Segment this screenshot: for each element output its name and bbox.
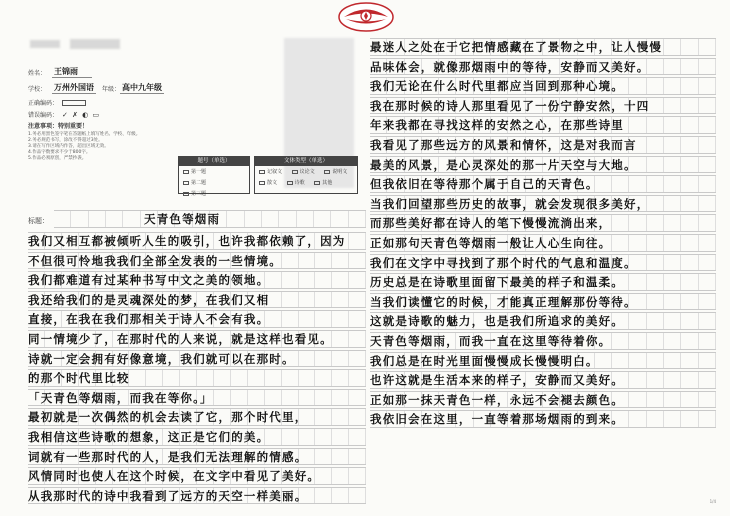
essay-line-row: [370, 234, 716, 252]
essay-line-row: [370, 312, 716, 330]
essay-line: 我们在文字中寻找到了那个时代的气息和温度。: [370, 255, 637, 270]
question-select-panel: [178, 156, 250, 197]
redacted-header: [30, 40, 60, 48]
redacted-header: [70, 39, 120, 49]
title-label: 标题：: [28, 217, 49, 225]
code-wrong-row: [28, 110, 100, 119]
left-page: [14, 36, 366, 506]
code-correct-row: [28, 98, 86, 107]
name-value: 王锦雨: [52, 66, 92, 78]
essay-line: 最美的风景，是心灵深处的那一片天空与大地。: [370, 157, 637, 172]
essay-line: 这就是诗歌的魅力，也是我们所追求的美好。: [370, 314, 624, 329]
notes-block: [28, 124, 188, 162]
essay-line-row: [28, 467, 366, 485]
essay-line: 我们都难道有过某种书写中文之美的领地。: [28, 273, 270, 288]
name-label: 姓名：: [28, 69, 47, 77]
essay-line-row: [28, 252, 366, 270]
right-page: [370, 36, 718, 506]
essay-line-row: [28, 310, 366, 328]
genre-option[interactable]: 其他: [314, 179, 332, 186]
wrong-code-marks-icon: ✓ ✗ ◐ ▭: [62, 110, 101, 119]
essay-line-row: [370, 116, 716, 134]
essay-line-row: [28, 369, 366, 387]
genre-option[interactable]: 议论文: [292, 168, 315, 175]
notes-line: 4.作品字数要求不少于800字。: [28, 150, 91, 155]
school-value: 万州外国语: [54, 82, 94, 92]
school-field: [28, 82, 164, 94]
essay-line: 品味体会，就像那烟雨中的等待，安静而又美好。: [370, 59, 650, 74]
genre-option[interactable]: 说明文: [324, 168, 347, 175]
genre-option[interactable]: 记叙文: [259, 168, 282, 175]
essay-line-row: [370, 352, 716, 370]
essay-line-row: [28, 389, 366, 407]
essay-line-row: [370, 195, 716, 213]
question-select-title: 题号（单选）: [179, 157, 249, 166]
essay-line-row: [28, 448, 366, 466]
school-label: 学校：: [28, 85, 47, 93]
essay-line-row: [370, 38, 716, 56]
genre-option[interactable]: 诗歌: [287, 179, 305, 186]
essay-line: 当我们回望那些历史的故事，就会发现很多美好，: [370, 196, 650, 211]
question-option[interactable]: 第二题: [183, 179, 206, 186]
essay-line-row: [28, 232, 366, 250]
grade-label: 年级：: [102, 85, 121, 93]
essay-line: 从我那时代的诗中我看到了远方的天空一样美丽。: [28, 488, 308, 503]
essay-line: 年来我都在寻找这样的安然之心，在那些诗里: [370, 118, 624, 133]
essay-line: 不但很可怜地我我们全部全发表的一些情境。: [28, 253, 282, 268]
notes-line: 3.请在写作区域内作答，超出区域无效。: [28, 144, 109, 149]
essay-line: 我在那时候的诗人那里看见了一份宁静安然，十四: [370, 98, 650, 113]
essay-line-row: [370, 410, 716, 428]
essay-line: 最迷人之处在于它把情感藏在了景物之中，让人慢慢: [370, 40, 663, 54]
essay-line: 我依旧会在这里，一直等着那场烟雨的到来。: [370, 412, 624, 427]
notes-title: 注意事项：特别重要！: [28, 123, 89, 130]
essay-line-row: [370, 77, 716, 95]
name-field: [28, 66, 92, 78]
essay-line: 风情同时也使人在这个时候，在文字中看见了美好。: [28, 469, 321, 484]
essay-line-row: [370, 332, 716, 350]
essay-title: 天青色等烟雨: [144, 212, 221, 226]
essay-line: 但我依旧在等待那个属于自己的天青色。: [370, 177, 599, 192]
essay-line: 我们又相互都被倾听人生的吸引，也许我都依赖了，因为: [28, 234, 346, 248]
essay-line: 正如那一抹天青色一样，永远不会褪去颜色。: [370, 392, 624, 407]
essay-line-row: [370, 371, 716, 389]
right-writing-grid: [370, 38, 716, 430]
notes-line: 1.务必用黑色签字笔在答题纸上填写姓名、学校、年级。: [28, 132, 141, 137]
essay-line: 我看见了那些远方的风景和情怀，这是对我而言: [370, 137, 637, 152]
correct-code-box: [62, 100, 86, 106]
left-writing-grid: [28, 232, 366, 506]
essay-line: 直接，在我在我们那相关于诗人不会有我。: [28, 312, 270, 327]
title-row: [54, 210, 366, 228]
notes-line: 2.务必规范书写，涂改不得超过3处。: [28, 138, 103, 143]
essay-line: 词就有一些那时代的人，是我们无法理解的情感。: [28, 449, 308, 464]
essay-line: 的那个时代里比较: [28, 371, 130, 386]
grade-value: 高中九年级: [122, 82, 163, 92]
essay-line-row: [370, 58, 716, 76]
genre-select-panel: [254, 156, 358, 194]
wrong-code-label: 错误编码：: [28, 112, 59, 119]
essay-line-row: [370, 136, 716, 154]
essay-line-row: [370, 273, 716, 291]
essay-line: 同一情境少了，在那时代的人来说，就是这样也看见。: [28, 331, 333, 346]
notes-line: 5.作品必须原创，严禁抄袭。: [28, 156, 87, 161]
essay-line: 也许这就是生活本来的样子，安静而又美好。: [370, 373, 624, 388]
essay-line-row: [28, 291, 366, 309]
question-option[interactable]: 第一题: [183, 168, 206, 175]
essay-line-row: [370, 156, 716, 174]
page-mark: 1/4: [709, 499, 716, 504]
essay-line-row: [28, 330, 366, 348]
essay-line-row: [28, 271, 366, 289]
genre-option[interactable]: 散文: [259, 179, 277, 186]
essay-line: 我们无论在什么时代里都应当回到那种心境。: [370, 79, 624, 94]
essay-line: 天青色等烟雨，而我一直在这里等待着你。: [370, 333, 612, 348]
correct-code-label: 正确编码：: [28, 100, 59, 107]
essay-line: 而那些美好都在诗人的笔下慢慢流淌出来，: [370, 216, 612, 231]
essay-line: 最初就是一次偶然的机会去读了它，那个时代里，: [28, 410, 308, 425]
essay-line-row: [28, 408, 366, 426]
essay-line-row: [28, 428, 366, 446]
essay-line: 我还给我们的是灵魂深处的梦，在我们又相: [28, 292, 270, 307]
question-option[interactable]: 第三题: [183, 190, 206, 197]
essay-line: 我相信这些诗歌的想象，这正是它们的美。: [28, 429, 270, 444]
essay-line-row: [370, 214, 716, 232]
essay-line-row: [370, 254, 716, 272]
essay-line-row: [28, 350, 366, 368]
title-grid: [54, 210, 366, 230]
essay-line: 正如那句天青色等烟雨一般让人心生向往。: [370, 235, 612, 250]
essay-line-row: [28, 487, 366, 505]
essay-line: 我们总是在时光里面慢慢成长慢慢明白。: [370, 353, 599, 368]
genre-select-title: 文体类型（单选）: [255, 157, 357, 166]
essay-line: 「天青色等烟雨，而我在等你。」: [28, 390, 213, 405]
essay-line: 诗就一定会拥有好像意境，我们就可以在那时。: [28, 351, 295, 366]
school-emblem-icon: [338, 2, 394, 32]
essay-line: 当我们读懂它的时候，才能真正理解那份等待。: [370, 294, 637, 309]
essay-line-row: [370, 391, 716, 409]
essay-line: 历史总是在诗歌里面留下最美的样子和温柔。: [370, 275, 624, 290]
essay-line-row: [370, 293, 716, 311]
essay-line-row: [370, 97, 716, 115]
essay-line-row: [370, 175, 716, 193]
